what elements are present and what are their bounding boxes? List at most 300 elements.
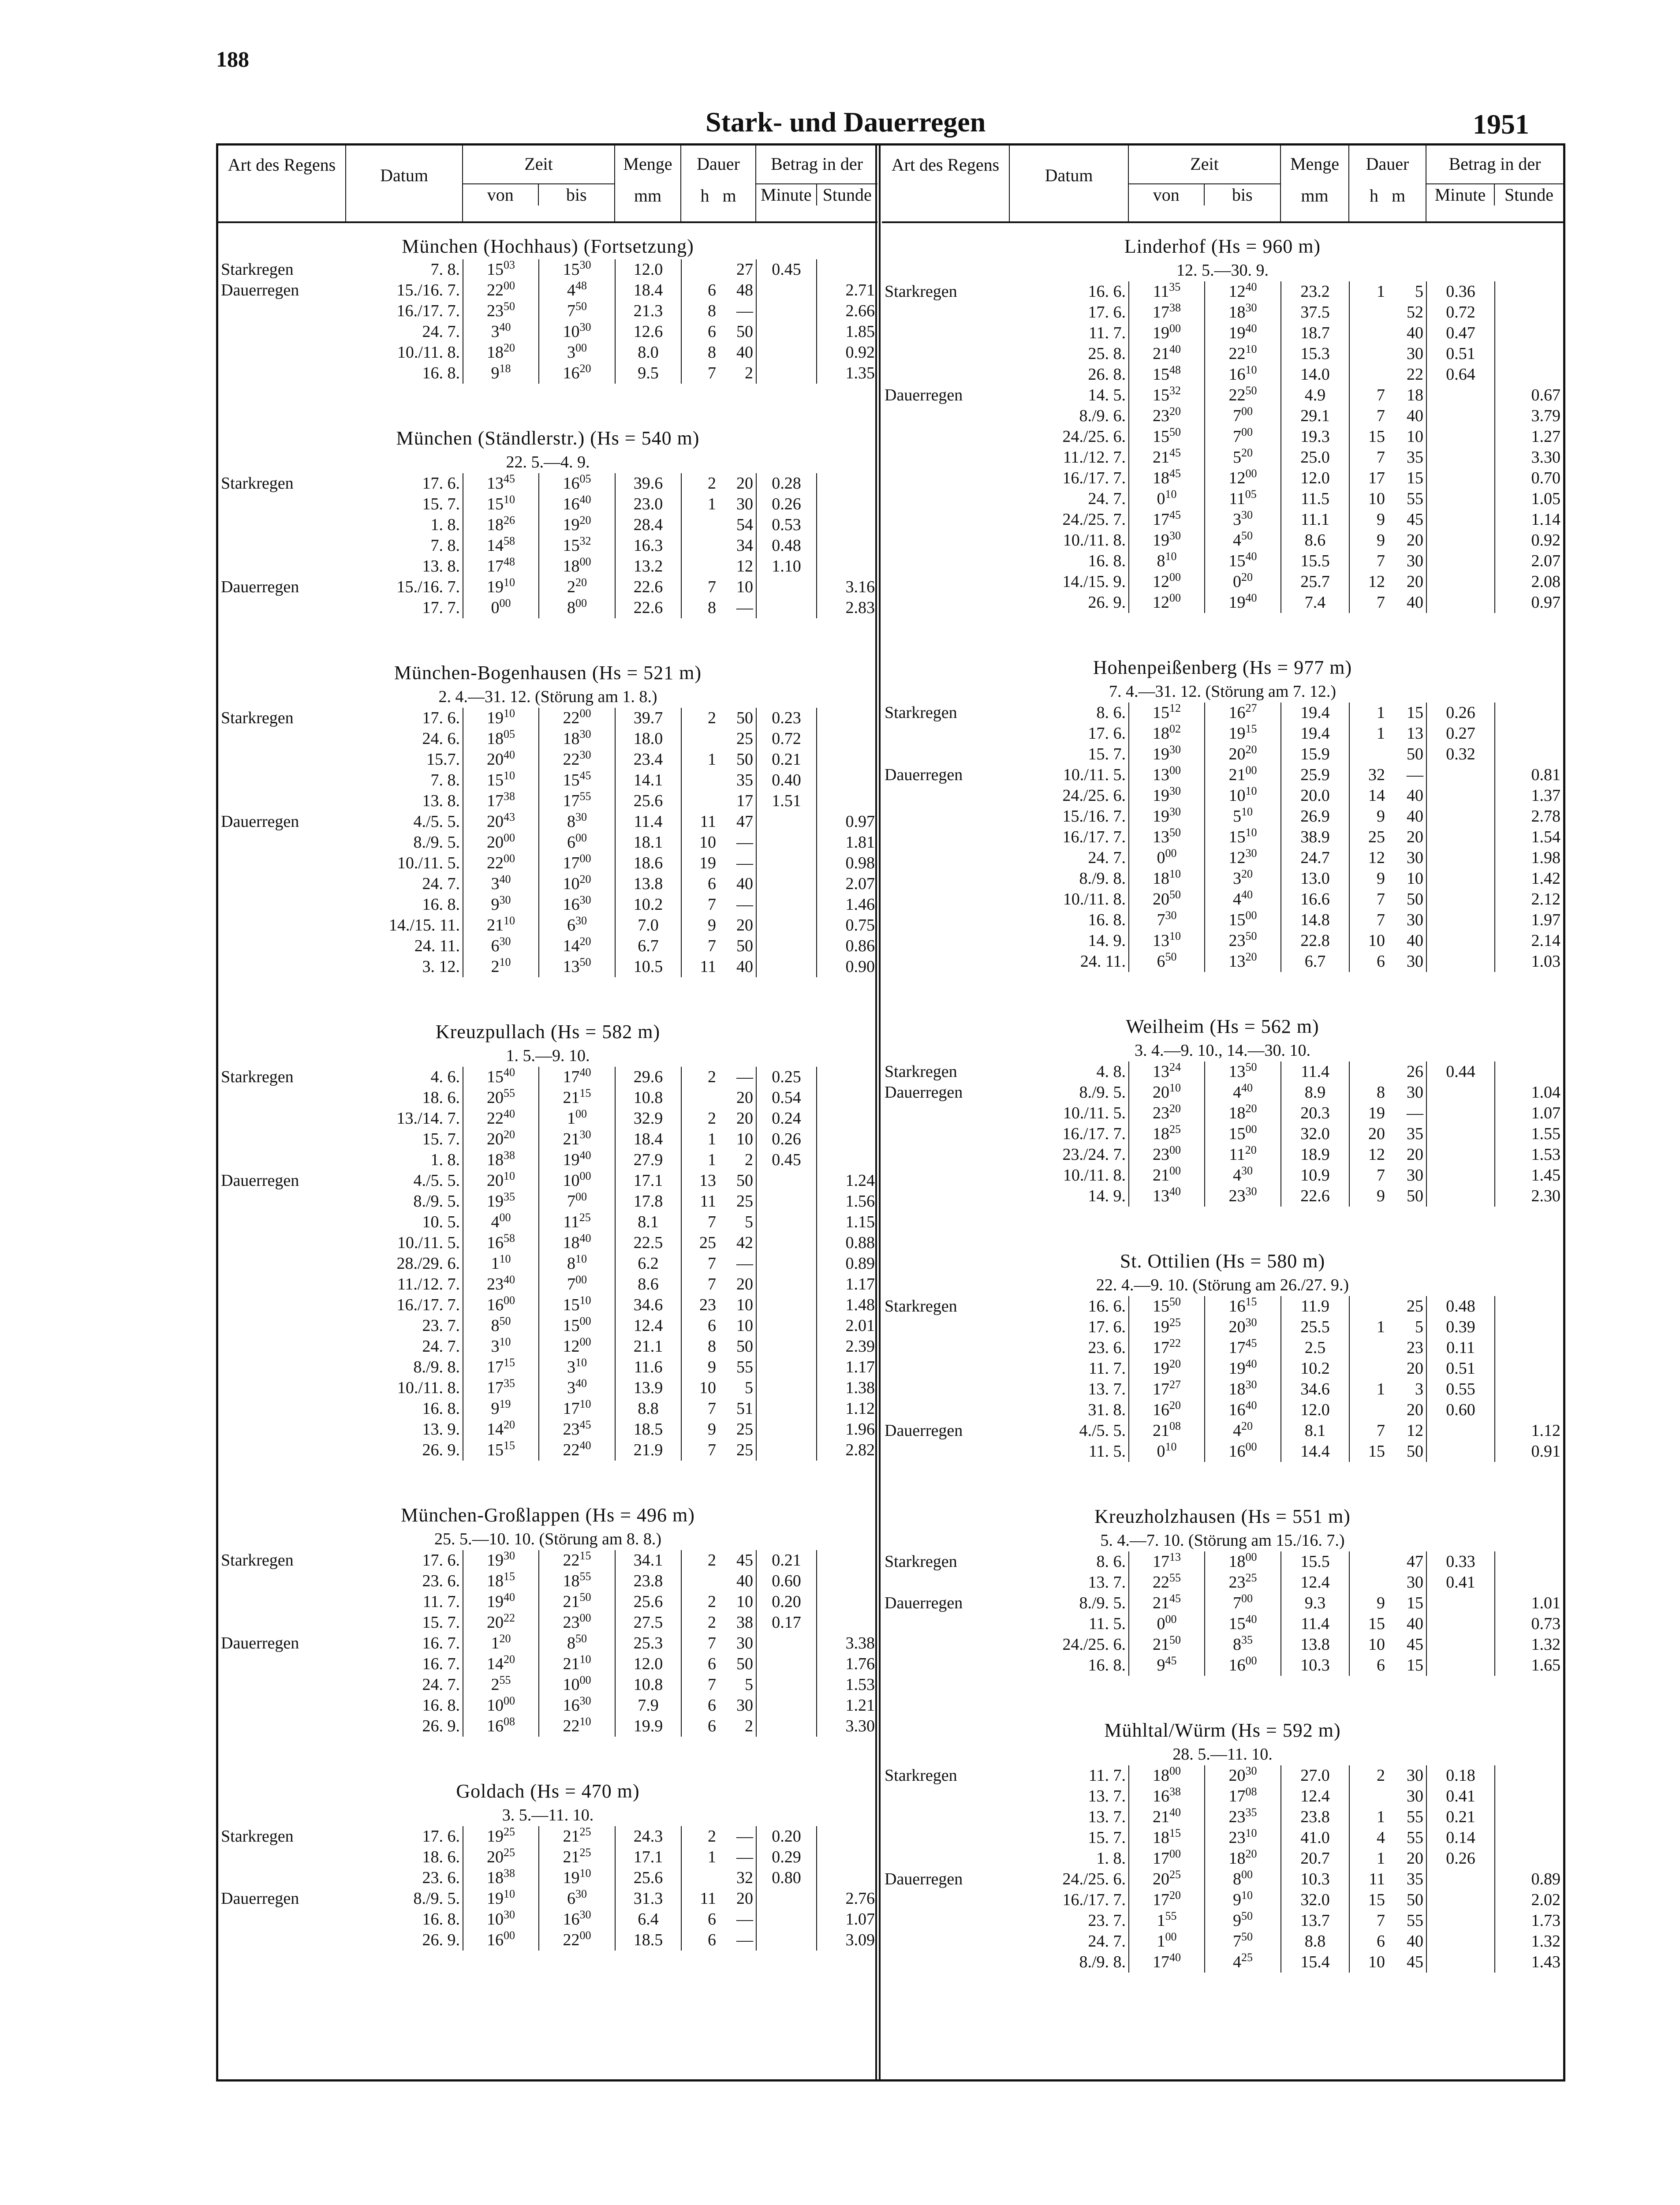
table-row <box>882 1614 1563 1634</box>
header-datum: Datum <box>1010 146 1129 221</box>
time-from: $19^{40}$ <box>463 1592 539 1612</box>
date: 15. 7. <box>1010 744 1129 765</box>
amount: 11.6 <box>615 1357 681 1378</box>
table-row <box>218 1419 877 1440</box>
rate-per-minute: 0.29 <box>756 1847 817 1868</box>
date: 1. 8. <box>346 1150 463 1170</box>
time-from: $23^{40}$ <box>463 1274 539 1295</box>
rate-per-hour: 1.32 <box>1531 1635 1561 1654</box>
amount: 10.2 <box>615 894 681 915</box>
date: 17. 6. <box>346 1826 463 1847</box>
rate-per-hour: 1.17 <box>845 1275 875 1293</box>
rain-type <box>882 406 1010 426</box>
table-row <box>218 1888 877 1909</box>
time-to: $9^{50}$ <box>1205 1910 1281 1931</box>
rate-per-hour: 1.56 <box>845 1192 875 1211</box>
page-title: Stark- und Dauerregen <box>706 106 986 138</box>
rate-per-hour: 2.14 <box>1531 931 1561 950</box>
duration-hours: 6 <box>708 281 716 299</box>
station-title: Linderhof (Hs = 960 m) <box>1124 235 1321 257</box>
rate-per-hour: 0.86 <box>845 937 875 955</box>
rate-per-minute: 0.72 <box>756 729 817 749</box>
duration-hours: 9 <box>708 1420 716 1439</box>
amount: 23.2 <box>1281 281 1349 302</box>
rate-per-hour: 2.71 <box>845 281 875 299</box>
duration-hours: 10 <box>699 1379 716 1397</box>
rain-type <box>882 744 1010 765</box>
amount: 19.9 <box>615 1716 681 1737</box>
duration-minutes: 40 <box>1388 785 1426 806</box>
rain-type <box>218 1592 346 1612</box>
time-to: $15^{40}$ <box>1205 1614 1281 1634</box>
time-to: $13^{50}$ <box>539 957 615 977</box>
rate-per-minute: 0.60 <box>1426 1400 1495 1420</box>
date: 24. 7. <box>346 321 463 342</box>
time-from: $12^{00}$ <box>1129 572 1205 592</box>
amount: 25.0 <box>1281 447 1349 468</box>
table-row <box>882 1082 1563 1103</box>
time-from: $1^{55}$ <box>1129 1910 1205 1931</box>
duration-minutes: 23 <box>1388 1338 1426 1358</box>
time-from: $7^{30}$ <box>1129 910 1205 931</box>
amount: 23.8 <box>615 1571 681 1592</box>
date: 8./9. 5. <box>346 1191 463 1212</box>
rate-per-hour: 1.48 <box>845 1296 875 1314</box>
station-period: 1. 5.—9. 10. <box>506 1046 590 1065</box>
table-row <box>882 723 1563 744</box>
duration-hours: 7 <box>1377 890 1385 908</box>
rain-type <box>218 515 346 535</box>
date: 8./9. 8. <box>1010 1952 1129 1973</box>
time-from: $17^{40}$ <box>1129 1952 1205 1973</box>
rate-per-minute <box>756 1654 817 1674</box>
time-from: $9^{45}$ <box>1129 1655 1205 1676</box>
time-from: $23^{00}$ <box>1129 1144 1205 1165</box>
time-from: $9^{18}$ <box>463 363 539 384</box>
rain-type <box>218 1295 346 1316</box>
rate-per-hour: 1.37 <box>1531 786 1561 805</box>
time-from: $18^{38}$ <box>463 1868 539 1888</box>
time-from: $20^{10}$ <box>463 1170 539 1191</box>
duration-hours: 8 <box>1377 1083 1385 1102</box>
rate-per-minute: 0.20 <box>756 1826 817 1847</box>
rate-per-hour: 0.81 <box>1531 766 1561 784</box>
time-to: $23^{50}$ <box>1205 931 1281 951</box>
table-row <box>882 931 1563 951</box>
rate-per-hour <box>817 473 877 494</box>
duration-hours: 9 <box>1377 531 1385 549</box>
table-row <box>882 1765 1563 1786</box>
table-row <box>882 951 1563 972</box>
duration-minutes: 30 <box>1388 1165 1426 1186</box>
rate-per-hour <box>1495 323 1563 344</box>
rain-type <box>882 723 1010 744</box>
time-from: $13^{50}$ <box>1129 827 1205 848</box>
table-row <box>882 344 1563 364</box>
amount: 15.5 <box>1281 1551 1349 1572</box>
date: 10./11. 8. <box>1010 530 1129 551</box>
date: 15. 7. <box>346 1129 463 1150</box>
amount: 19.3 <box>1281 426 1349 447</box>
time-from: $12^{00}$ <box>1129 592 1205 613</box>
date: 10./11. 5. <box>1010 1103 1129 1124</box>
time-to: $19^{40}$ <box>1205 592 1281 613</box>
rate-per-hour <box>817 791 877 811</box>
rate-per-minute: 0.51 <box>1426 344 1495 364</box>
table-row <box>882 1910 1563 1931</box>
amount: 10.3 <box>1281 1869 1349 1890</box>
rate-per-minute <box>1426 551 1495 572</box>
rate-per-hour <box>1495 1828 1563 1848</box>
date: 23. 7. <box>1010 1910 1129 1931</box>
page-number: 188 <box>216 47 249 71</box>
time-from: $21^{10}$ <box>463 915 539 936</box>
duration-minutes: 30 <box>1388 344 1426 364</box>
duration-minutes: 40 <box>719 1571 756 1592</box>
duration-hours <box>1349 1786 1388 1807</box>
duration-hours: 7 <box>708 1634 716 1652</box>
rain-type <box>218 1930 346 1951</box>
rain-type <box>218 1336 346 1357</box>
rate-per-minute: 0.33 <box>1426 1551 1495 1572</box>
amount: 26.9 <box>1281 806 1349 827</box>
amount: 34.6 <box>615 1295 681 1316</box>
duration-minutes: 55 <box>1388 1807 1426 1828</box>
time-to: $15^{40}$ <box>1205 551 1281 572</box>
station-section <box>882 655 1563 972</box>
date: 23. 6. <box>346 1571 463 1592</box>
time-to: $12^{00}$ <box>1205 468 1281 489</box>
header-menge: Menge mm <box>1281 146 1349 221</box>
date: 10./11. 8. <box>346 1378 463 1398</box>
rain-type <box>882 1614 1010 1634</box>
amount: 12.0 <box>1281 1400 1349 1420</box>
table-row <box>882 551 1563 572</box>
rate-per-hour: 1.42 <box>1531 869 1561 888</box>
time-to: $8^{35}$ <box>1205 1634 1281 1655</box>
time-to: $14^{20}$ <box>539 936 615 957</box>
data-table <box>882 281 1563 613</box>
amount: 34.1 <box>615 1550 681 1571</box>
rain-type <box>218 1571 346 1592</box>
time-to: $10^{30}$ <box>539 321 615 342</box>
duration-minutes: 48 <box>719 280 756 301</box>
rain-type <box>882 951 1010 972</box>
rain-type <box>882 1165 1010 1186</box>
rain-type <box>218 915 346 936</box>
date: 18. 6. <box>346 1088 463 1108</box>
time-to: $17^{10}$ <box>539 1398 615 1419</box>
duration-hours <box>1349 1400 1388 1420</box>
rain-type <box>882 1807 1010 1828</box>
duration-hours <box>1349 1551 1388 1572</box>
time-to: $7^{00}$ <box>1205 406 1281 426</box>
duration-minutes: 18 <box>1388 385 1426 406</box>
duration-minutes: 13 <box>1388 723 1426 744</box>
amount: 27.0 <box>1281 1765 1349 1786</box>
rate-per-minute <box>756 1888 817 1909</box>
rain-type <box>218 535 346 556</box>
time-to: $23^{10}$ <box>1205 1828 1281 1848</box>
time-to: $15^{00}$ <box>539 1316 615 1336</box>
amount: 14.4 <box>1281 1441 1349 1462</box>
date: 24. 7. <box>346 1674 463 1695</box>
duration-hours: 6 <box>1377 1932 1385 1951</box>
rate-per-minute <box>1426 951 1495 972</box>
duration-minutes: 55 <box>1388 1910 1426 1931</box>
table-row <box>882 406 1563 426</box>
time-from: $21^{40}$ <box>1129 1807 1205 1828</box>
date: 24. 11. <box>1010 951 1129 972</box>
amount: 25.7 <box>1281 572 1349 592</box>
table-row <box>218 577 877 598</box>
duration-minutes: 50 <box>719 708 756 729</box>
time-to: $2^{20}$ <box>539 577 615 598</box>
time-to: $18^{20}$ <box>1205 1848 1281 1869</box>
time-from: $1^{20}$ <box>463 1633 539 1654</box>
rain-type <box>882 489 1010 509</box>
rate-per-hour <box>817 729 877 749</box>
amount: 14.0 <box>1281 364 1349 385</box>
duration-hours: 7 <box>1377 407 1385 425</box>
table-row <box>882 1420 1563 1441</box>
rain-type <box>218 1088 346 1108</box>
date: 24. 7. <box>1010 1931 1129 1952</box>
rate-per-hour: 1.05 <box>1531 490 1561 508</box>
rate-per-minute: 0.25 <box>756 1067 817 1088</box>
amount: 14.8 <box>1281 910 1349 931</box>
amount: 27.9 <box>615 1150 681 1170</box>
rate-per-hour: 1.21 <box>845 1696 875 1715</box>
station-title: Weilheim (Hs = 562 m) <box>1126 1016 1319 1037</box>
duration-hours <box>1349 1061 1388 1082</box>
rain-type: Starkregen <box>221 1068 294 1086</box>
date: 11. 7. <box>346 1592 463 1612</box>
header-art: Art des Regens <box>218 146 346 221</box>
header-menge: Menge mm <box>615 146 681 221</box>
amount: 12.4 <box>1281 1572 1349 1593</box>
time-from: $23^{50}$ <box>463 301 539 321</box>
duration-minutes: 5 <box>1388 281 1426 302</box>
rate-per-minute <box>756 1233 817 1253</box>
duration-hours: 6 <box>708 875 716 893</box>
time-to: $16^{40}$ <box>1205 1400 1281 1420</box>
table-row <box>882 1551 1563 1572</box>
time-to: $17^{45}$ <box>1205 1338 1281 1358</box>
duration-minutes: 55 <box>1388 1828 1426 1848</box>
time-from: $20^{55}$ <box>463 1088 539 1108</box>
time-to: $6^{30}$ <box>539 1888 615 1909</box>
rate-per-minute <box>756 915 817 936</box>
time-from: $16^{00}$ <box>463 1295 539 1316</box>
rate-per-hour: 1.17 <box>845 1358 875 1376</box>
table-row <box>218 1253 877 1274</box>
amount: 32.0 <box>1281 1124 1349 1144</box>
rate-per-minute: 0.55 <box>1426 1379 1495 1400</box>
duration-hours <box>1349 344 1388 364</box>
time-from: $20^{43}$ <box>463 811 539 832</box>
time-from: $17^{15}$ <box>463 1357 539 1378</box>
rate-per-minute <box>756 832 817 853</box>
table-row <box>218 1847 877 1868</box>
table-row <box>218 515 877 535</box>
rate-per-minute <box>1426 889 1495 910</box>
station-period: 3. 4.—9. 10., 14.—30. 10. <box>1135 1041 1310 1060</box>
rain-type: Starkregen <box>221 1551 294 1570</box>
rate-per-hour <box>817 1571 877 1592</box>
time-to: $13^{20}$ <box>1205 951 1281 972</box>
duration-hours: 8 <box>708 1337 716 1356</box>
table-row <box>882 281 1563 302</box>
amount: 32.0 <box>1281 1890 1349 1910</box>
time-from: $15^{50}$ <box>1129 1296 1205 1317</box>
rate-per-hour: 1.24 <box>845 1171 875 1190</box>
date: 23. 6. <box>1010 1338 1129 1358</box>
time-from: $18^{02}$ <box>1129 723 1205 744</box>
rain-type <box>218 957 346 977</box>
time-to: $23^{30}$ <box>1205 1186 1281 1207</box>
duration-hours: 11 <box>700 812 716 831</box>
duration-hours: 7 <box>708 1254 716 1273</box>
table-header <box>882 146 1563 223</box>
rain-type <box>218 1233 346 1253</box>
time-from: $18^{20}$ <box>463 342 539 363</box>
amount: 37.5 <box>1281 302 1349 323</box>
time-to: $15^{30}$ <box>539 259 615 280</box>
duration-minutes: 45 <box>719 1550 756 1571</box>
time-to: $17^{40}$ <box>539 1067 615 1088</box>
date: 11. 5. <box>1010 1614 1129 1634</box>
duration-minutes: 52 <box>1388 302 1426 323</box>
duration-minutes: 15 <box>1388 1593 1426 1614</box>
rate-per-hour: 1.46 <box>845 895 875 914</box>
date: 8./9. 6. <box>1010 406 1129 426</box>
rain-type <box>882 910 1010 931</box>
rate-per-minute <box>1426 806 1495 827</box>
amount: 15.5 <box>1281 551 1349 572</box>
rate-per-minute <box>756 1274 817 1295</box>
table-row <box>218 936 877 957</box>
time-from: $17^{48}$ <box>463 556 539 577</box>
duration-minutes: 30 <box>719 494 756 515</box>
station-section <box>882 234 1563 613</box>
amount: 19.4 <box>1281 723 1349 744</box>
time-from: $21^{50}$ <box>1129 1634 1205 1655</box>
rate-per-minute <box>756 1378 817 1398</box>
time-from: $4^{00}$ <box>463 1212 539 1233</box>
time-from: $9^{30}$ <box>463 894 539 915</box>
rain-type <box>882 468 1010 489</box>
table-row <box>218 1357 877 1378</box>
header-betrag: Betrag in der Minute Stunde <box>756 146 877 221</box>
table-row <box>218 1716 877 1737</box>
station-section <box>882 1504 1563 1676</box>
table-row <box>882 1144 1563 1165</box>
rain-type: Dauerregen <box>885 1083 963 1102</box>
table-row <box>882 765 1563 785</box>
duration-hours <box>681 535 719 556</box>
time-to: $15^{00}$ <box>1205 910 1281 931</box>
rate-per-hour: 2.76 <box>845 1889 875 1908</box>
rate-per-minute <box>756 321 817 342</box>
rain-type <box>882 1441 1010 1462</box>
duration-hours <box>1349 1338 1388 1358</box>
time-from: $13^{10}$ <box>1129 931 1205 951</box>
duration-hours: 15 <box>1368 1442 1385 1461</box>
time-to: $15^{00}$ <box>1205 1124 1281 1144</box>
time-from: $19^{20}$ <box>1129 1358 1205 1379</box>
duration-minutes: 50 <box>719 749 756 770</box>
table-row <box>218 259 877 280</box>
time-from: $15^{40}$ <box>463 1067 539 1088</box>
rate-per-minute <box>756 957 817 977</box>
duration-minutes: — <box>719 1826 756 1847</box>
time-from: $18^{38}$ <box>463 1150 539 1170</box>
header-datum: Datum <box>346 146 463 221</box>
duration-minutes: 30 <box>719 1695 756 1716</box>
date: 17. 6. <box>1010 723 1129 744</box>
time-from: $19^{35}$ <box>463 1191 539 1212</box>
date: 16./17. 7. <box>1010 1890 1129 1910</box>
rate-per-minute: 0.17 <box>756 1612 817 1633</box>
rate-per-hour: 1.97 <box>1531 911 1561 929</box>
duration-minutes: 20 <box>1388 1400 1426 1420</box>
time-to: $22^{50}$ <box>1205 385 1281 406</box>
rate-per-minute: 0.14 <box>1426 1828 1495 1848</box>
time-to: $10^{10}$ <box>1205 785 1281 806</box>
amount: 18.7 <box>1281 323 1349 344</box>
duration-minutes: 25 <box>719 1440 756 1461</box>
rain-type <box>882 785 1010 806</box>
station-section <box>218 426 877 618</box>
amount: 8.9 <box>1281 1082 1349 1103</box>
duration-hours: 32 <box>1368 766 1385 784</box>
date: 26. 9. <box>346 1930 463 1951</box>
amount: 17.8 <box>615 1191 681 1212</box>
rate-per-minute <box>756 853 817 874</box>
rate-per-minute <box>1426 509 1495 530</box>
station-period: 12. 5.—30. 9. <box>1176 261 1269 280</box>
rate-per-hour <box>1495 281 1563 302</box>
amount: 13.0 <box>1281 868 1349 889</box>
table-row <box>882 1124 1563 1144</box>
duration-minutes: 40 <box>1388 1614 1426 1634</box>
rate-per-minute <box>756 1716 817 1737</box>
amount: 11.4 <box>615 811 681 832</box>
rate-per-hour: 1.07 <box>845 1910 875 1928</box>
rate-per-minute: 0.51 <box>1426 1358 1495 1379</box>
rain-type: Dauerregen <box>885 766 963 784</box>
rate-per-minute: 0.47 <box>1426 323 1495 344</box>
duration-hours: 15 <box>1368 1615 1385 1633</box>
time-from: $16^{38}$ <box>1129 1786 1205 1807</box>
rain-type <box>218 1129 346 1150</box>
rate-per-hour: 1.54 <box>1531 828 1561 846</box>
time-from: $18^{00}$ <box>1129 1765 1205 1786</box>
duration-hours <box>681 791 719 811</box>
time-from: $15^{10}$ <box>463 494 539 515</box>
table-row <box>218 1274 877 1295</box>
amount: 21.3 <box>615 301 681 321</box>
rate-per-hour <box>817 708 877 729</box>
rain-type <box>882 1400 1010 1420</box>
station-title: Hohenpeißenberg (Hs = 977 m) <box>1093 657 1352 678</box>
rain-type <box>218 1716 346 1737</box>
time-to: $15^{10}$ <box>539 1295 615 1316</box>
rate-per-hour <box>1495 1572 1563 1593</box>
date: 8./9. 5. <box>1010 1082 1129 1103</box>
duration-hours: 7 <box>1377 448 1385 467</box>
